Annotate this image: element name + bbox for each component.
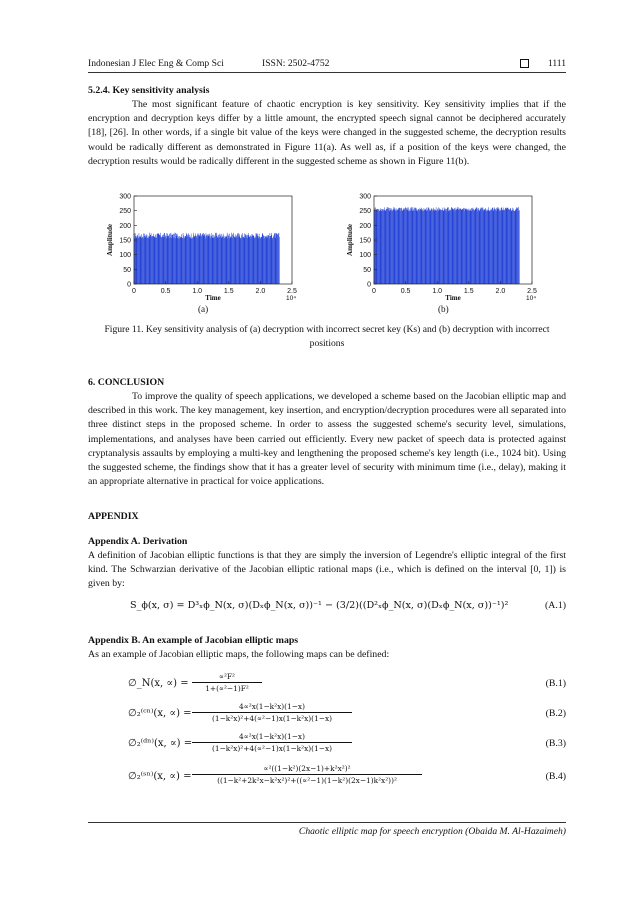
y-tick-label: 0 <box>127 281 131 289</box>
equation-b3 <box>88 732 566 756</box>
equation-b1 <box>88 672 566 696</box>
equation-b2-number: (B.2) <box>545 708 566 719</box>
x-tick-label: 0 <box>132 288 136 295</box>
equation-b4 <box>88 764 566 792</box>
equation-b3-fraction <box>192 732 352 753</box>
equation-b4-numerator: ∝²((1−k²)(2x−1)+k²x²)² <box>263 764 351 773</box>
equation-a1 <box>88 600 566 620</box>
equation-b2-fraction <box>192 702 352 723</box>
x-tick-label: 0.5 <box>160 288 171 295</box>
fraction-bar <box>192 742 352 743</box>
journal-name: Indonesian J Elec Eng & Comp Sci <box>88 58 224 69</box>
figure-11a <box>92 190 320 310</box>
y-tick-label: 50 <box>123 266 131 274</box>
x-axis-multiplier: 10⁴ <box>286 295 297 302</box>
equation-b4-denominator: ((1−k²+2k²x−k²x²)²+((∝²−1)(1−k²)(2x−1)k²x²))² <box>217 776 397 785</box>
x-tick-label: 2.0 <box>255 288 266 295</box>
equation-b4-fraction <box>192 764 422 785</box>
equation-b1-number: (B.1) <box>545 678 566 689</box>
y-tick-label: 300 <box>119 193 131 201</box>
key-sensitivity-paragraph: The most significant feature of chaotic encryption is key sensitivity. Key sensitivity implies that if the encryption and decryption keys differ by a little amount, the encrypted speech signal cannot be deciphered accurately [18], [26]. In other words, if a single bit value of the keys were changed in the suggested scheme, the decryption results would be radically different as demonstrated in Figure 11(a). As well as, if a position of the keys were changed, the decryption results would be radically different in the suggested scheme as shown in Figure 11(b). <box>88 99 566 167</box>
figure-11b <box>332 190 560 310</box>
y-axis-label: Amplitude <box>106 224 114 256</box>
running-title: Chaotic elliptic map for speech encryption (Obaida M. Al-Hazaimeh) <box>298 826 566 837</box>
x-tick-label: 2.0 <box>495 288 506 295</box>
y-tick-label: 300 <box>359 193 371 201</box>
x-axis-multiplier: 10⁴ <box>526 295 537 302</box>
chart-a-svg <box>92 190 320 310</box>
equation-b4-number: (B.4) <box>545 771 566 782</box>
equation-b2-lhs: ∅₂⁽ᶜⁿ⁾(x, ∝) = <box>128 708 192 719</box>
equation-b2 <box>88 702 566 726</box>
x-tick-label: 1.0 <box>192 288 203 295</box>
chart-b-svg <box>332 190 560 310</box>
x-tick-label: 1.0 <box>432 288 443 295</box>
equation-b2-numerator: 4∝²x(1−k²x)(1−x) <box>239 702 305 711</box>
x-tick-label: 1.5 <box>463 288 474 295</box>
issn: ISSN: 2502-4752 <box>262 58 330 69</box>
x-tick-label: 2.5 <box>527 288 537 295</box>
equation-a1-number: (A.1) <box>545 600 566 611</box>
fraction-bar <box>192 712 352 713</box>
equation-b1-lhs: ∅_N(x, ∝) = <box>128 678 189 689</box>
equation-b4-lhs: ∅₂⁽ˢⁿ⁾(x, ∝) = <box>128 771 192 782</box>
header-rule <box>88 72 566 73</box>
x-tick-label: 1.5 <box>223 288 234 295</box>
appendix-b-paragraph: As an example of Jacobian elliptic maps, the following maps can be defined: <box>88 649 390 660</box>
y-tick-label: 100 <box>119 252 131 260</box>
equation-b3-denominator: (1−k²x)²+4(∝²−1)x(1−k²x)(1−x) <box>211 744 333 753</box>
fraction-bar <box>192 774 422 775</box>
equation-b2-denominator: (1−k²x)²+4(∝²−1)x(1−k²x)(1−x) <box>211 714 333 723</box>
fraction-bar <box>192 682 262 683</box>
appendix-heading: APPENDIX <box>88 511 139 522</box>
y-tick-label: 250 <box>119 208 131 216</box>
page-number: 1111 <box>547 58 566 69</box>
section-heading-key-sensitivity: 5.2.4. Key sensitivity analysis <box>88 85 210 96</box>
x-tick-label: 2.5 <box>287 288 297 295</box>
conclusion-heading: 6. CONCLUSION <box>88 377 165 388</box>
y-tick-label: 100 <box>359 252 371 260</box>
x-tick-label: 0 <box>372 288 376 295</box>
appendix-b-heading: Appendix B. An example of Jacobian elliptic maps <box>88 635 299 646</box>
y-tick-label: 200 <box>359 222 371 230</box>
conclusion-paragraph: To improve the quality of speech applications, we developed a scheme based on the Jacobian elliptic map and described in this work. The key management, key insertion, and encryption/decryption procedures were all separated into three distinct steps in the proposed scheme. In order to assess the suggested scheme's security level, simulations, implementations, and analyses have been carried out efficiently. Every new packet of speech data is protected against cryptanalysis assaults by employing a multi-key and lengthening the proposed scheme's key length (i.e., 1024 bit). Using the suggested scheme, the findings show that it has a greater level of security with minimum time (i.e., delay), making it an appropriate alternative in practical for voice applications. <box>88 391 566 488</box>
equation-a1-expression: S_ϕ(x, σ) = D³ₓϕ_N(x, σ)(Dₓϕ_N(x, σ))⁻¹ − (3/2)((D²ₓϕ_N(x, σ)(Dₓϕ_N(x, σ))⁻¹)² <box>130 600 509 611</box>
figure-label-b: (b) <box>438 304 449 314</box>
y-axis-label: Amplitude <box>346 224 354 256</box>
y-tick-label: 50 <box>363 266 371 274</box>
equation-b1-fraction <box>192 672 262 693</box>
footer-rule <box>88 822 566 823</box>
y-tick-label: 0 <box>367 281 371 289</box>
x-tick-label: 0.5 <box>400 288 411 295</box>
appendix-a-heading: Appendix A. Derivation <box>88 536 188 547</box>
equation-b3-number: (B.3) <box>545 738 566 749</box>
equation-b1-numerator: ∝²F² <box>218 672 236 681</box>
y-tick-label: 250 <box>359 208 371 216</box>
signal-trace <box>134 233 279 284</box>
equation-b3-lhs: ∅₂⁽ᵈⁿ⁾(x, ∝) = <box>128 738 193 749</box>
appendix-a-paragraph: A definition of Jacobian elliptic functions is that they are simply the inversion of Legendre's elliptic integral of the first kind. The Schwarzian derivative of the Jacobian elliptic rational maps (i.e., which is defined on the interval [0, 1]) is given by: <box>88 550 566 590</box>
equation-b3-numerator: 4∝²x(1−k²x)(1−x) <box>239 732 305 741</box>
checkbox-square-icon <box>520 59 529 68</box>
signal-trace <box>374 207 519 284</box>
y-tick-label: 150 <box>119 237 131 245</box>
figure-caption: Figure 11. Key sensitivity analysis of (a) decryption with incorrect secret key (Ks) and (b) decryption with incorrect positions <box>104 324 550 349</box>
x-axis-label: Time <box>445 294 461 302</box>
x-axis-label: Time <box>205 294 221 302</box>
y-tick-label: 200 <box>119 222 131 230</box>
equation-b1-denominator: 1+(∝²−1)F² <box>205 684 249 693</box>
y-tick-label: 150 <box>359 237 371 245</box>
figure-label-a: (a) <box>198 304 209 314</box>
